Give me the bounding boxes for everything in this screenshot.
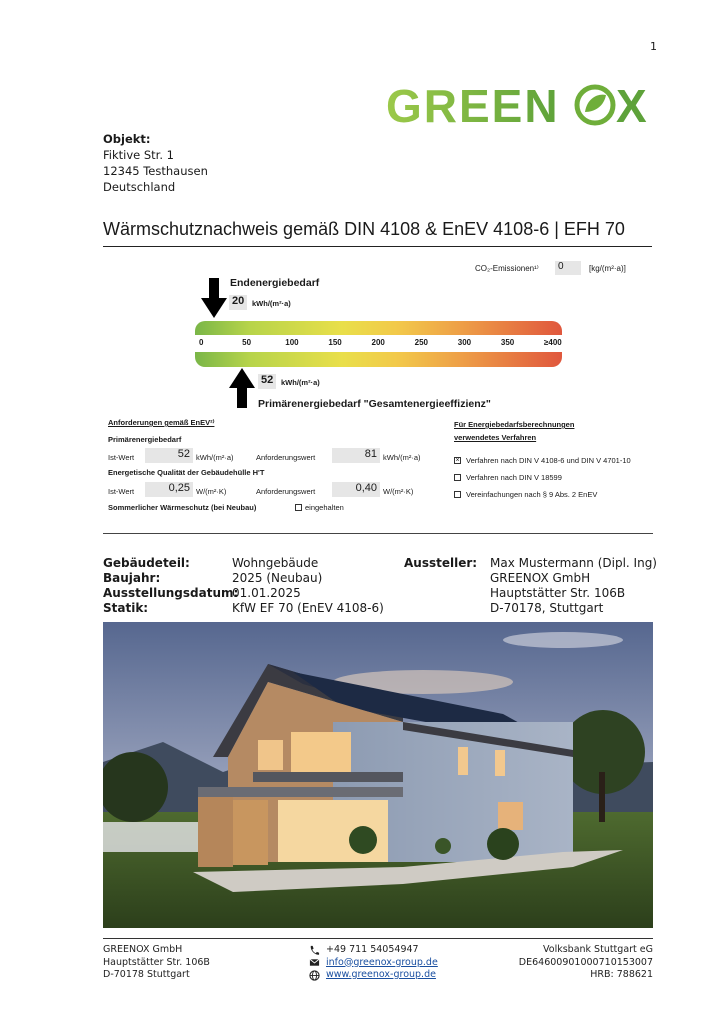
- end-energy-value: 20: [229, 295, 247, 310]
- issuer-line-0: Max Mustermann (Dipl. Ing): [490, 556, 657, 570]
- footer-divider: [103, 938, 653, 939]
- ist2-unit: W/(m²·K): [196, 487, 227, 496]
- arrow-up-icon: [229, 368, 255, 408]
- issuer-line-3: D-70178, Stuttgart: [490, 601, 604, 615]
- method-label-0: Verfahren nach DIN V 4108-6 und DIN V 4701-10: [466, 456, 631, 465]
- scale-tick-7: 350: [500, 338, 515, 347]
- scale-tick-8: ≥400: [544, 338, 562, 347]
- detail-values: [232, 556, 384, 616]
- detail-value-0: Wohngebäude: [232, 556, 319, 570]
- primary-energy-unit: kWh/(m²·a): [281, 378, 320, 387]
- methods-heading: [454, 418, 574, 444]
- co2-value: 0: [555, 261, 581, 275]
- footer-right-2: HRB: 788621: [590, 969, 653, 980]
- footer-web-link[interactable]: www.greenox-group.de: [326, 969, 436, 980]
- quality-heading: Energetische Qualität der Gebäudehülle H'T: [108, 468, 265, 477]
- section-divider: [103, 533, 653, 534]
- object-city: 12345 Testhausen: [103, 164, 208, 178]
- requirements-heading: Anforderungen gemäß EnEV²⁾: [108, 418, 215, 427]
- end-energy-label: Endenergiebedarf: [230, 277, 320, 289]
- mail-icon: [309, 957, 320, 968]
- scale-tick-3: 150: [328, 338, 342, 347]
- detail-value-1: 2025 (Neubau): [232, 571, 323, 585]
- anf2-unit: W/(m²·K): [383, 487, 414, 496]
- ist-unit: kWh/(m²·a): [196, 453, 234, 462]
- scale-tick-2: 100: [285, 338, 299, 347]
- page-number: 1: [650, 40, 657, 53]
- object-country: Deutschland: [103, 180, 176, 194]
- object-label: Objekt:: [103, 132, 151, 146]
- footer-bank: [519, 944, 653, 982]
- issuer-line-2: Hauptstätter Str. 106B: [490, 586, 626, 600]
- detail-labels: [103, 556, 238, 616]
- footer-email-link[interactable]: info@greenox-group.de: [326, 956, 438, 968]
- phone-icon: [309, 945, 320, 956]
- scale-tick-1: 50: [242, 338, 252, 347]
- footer-phone[interactable]: +49 711 54054947: [326, 944, 419, 955]
- method-label-2: Vereinfachungen nach § 9 Abs. 2 EnEV: [466, 490, 598, 499]
- footer-contact: [309, 944, 438, 982]
- footer-right-0: Volksbank Stuttgart eG: [543, 944, 653, 955]
- ist-label: Ist-Wert: [108, 453, 135, 462]
- issuer-line-1: GREENOX GmbH: [490, 571, 591, 585]
- footer-right-1: DE64600901000710153007: [518, 956, 653, 968]
- anf-value: 81: [332, 448, 380, 463]
- object-street: Fiktive Str. 1: [103, 148, 174, 162]
- svg-text:GREEN: GREEN: [386, 82, 560, 128]
- methods-heading-line2: verwendetes Verfahren: [454, 433, 537, 442]
- object-address: [103, 131, 208, 195]
- method-item-1: [454, 469, 631, 486]
- house-photo: [103, 622, 653, 928]
- anf2-value: 0,40: [332, 482, 380, 497]
- arrow-down-icon: [201, 278, 227, 318]
- ist2-value: 0,25: [145, 482, 193, 497]
- issuer-block: [490, 556, 657, 616]
- footer-left-2: D-70178 Stuttgart: [103, 969, 190, 980]
- anf2-label: Anforderungswert: [256, 487, 316, 496]
- detail-value-2: 01.01.2025: [232, 586, 301, 600]
- primary-requirements-heading: Primärenergiebedarf: [108, 435, 182, 444]
- footer-company: [103, 944, 210, 982]
- anf-unit: kWh/(m²·a): [383, 453, 421, 462]
- method-checkbox-0[interactable]: ×: [455, 457, 460, 464]
- svg-text:X: X: [616, 82, 647, 128]
- method-checkbox-1[interactable]: [454, 474, 461, 481]
- detail-label-3: Statik:: [103, 601, 149, 615]
- greenox-logo: [384, 82, 656, 128]
- methods-list: [454, 452, 631, 503]
- detail-label-1: Baujahr:: [103, 571, 161, 585]
- scale-tick-4: 200: [371, 338, 385, 347]
- method-label-1: Verfahren nach DIN V 18599: [466, 473, 562, 482]
- issuer-label-wrap: [404, 556, 477, 571]
- detail-value-3: KfW EF 70 (EnEV 4108-6): [232, 601, 384, 615]
- detail-label-0: Gebäudeteil:: [103, 556, 190, 570]
- end-energy-unit: kWh/(m²·a): [252, 299, 291, 308]
- scale-tick-5: 250: [414, 338, 428, 347]
- ist-value: 52: [145, 448, 193, 463]
- footer-left-0: GREENOX GmbH: [103, 944, 183, 955]
- scale-tick-6: 300: [457, 338, 472, 347]
- co2-label: CO₂-Emissionen¹⁾: [475, 264, 539, 273]
- globe-icon: [309, 970, 320, 981]
- methods-heading-line1: Für Energiebedarfsberechnungen: [454, 420, 575, 429]
- detail-label-2: Ausstellungsdatum:: [103, 586, 239, 600]
- method-item-0: [454, 452, 631, 469]
- summer-checkbox[interactable]: [295, 504, 302, 511]
- primary-energy-label: Primärenergiebedarf "Gesamtenergieeffizienz": [258, 398, 491, 410]
- summer-label: Sommerlicher Wärmeschutz (bei Neubau): [108, 503, 257, 512]
- energy-certificate-panel: [103, 254, 653, 522]
- issuer-label: Aussteller:: [404, 556, 478, 570]
- scale-tick-0: 0: [199, 338, 204, 347]
- primary-energy-value: 52: [258, 374, 276, 389]
- document-title: Wärmschutznachweis gemäß DIN 4108 & EnEV 4108-6 | EFH 70: [103, 219, 652, 247]
- method-checkbox-2[interactable]: [454, 491, 461, 498]
- ist2-label: Ist-Wert: [108, 487, 135, 496]
- co2-unit: [kg/(m²·a)]: [589, 264, 626, 273]
- anf-label: Anforderungswert: [256, 453, 316, 462]
- footer-left-1: Hauptstätter Str. 106B: [103, 956, 210, 968]
- method-item-2: [454, 486, 631, 503]
- summer-check-label: eingehalten: [305, 503, 344, 512]
